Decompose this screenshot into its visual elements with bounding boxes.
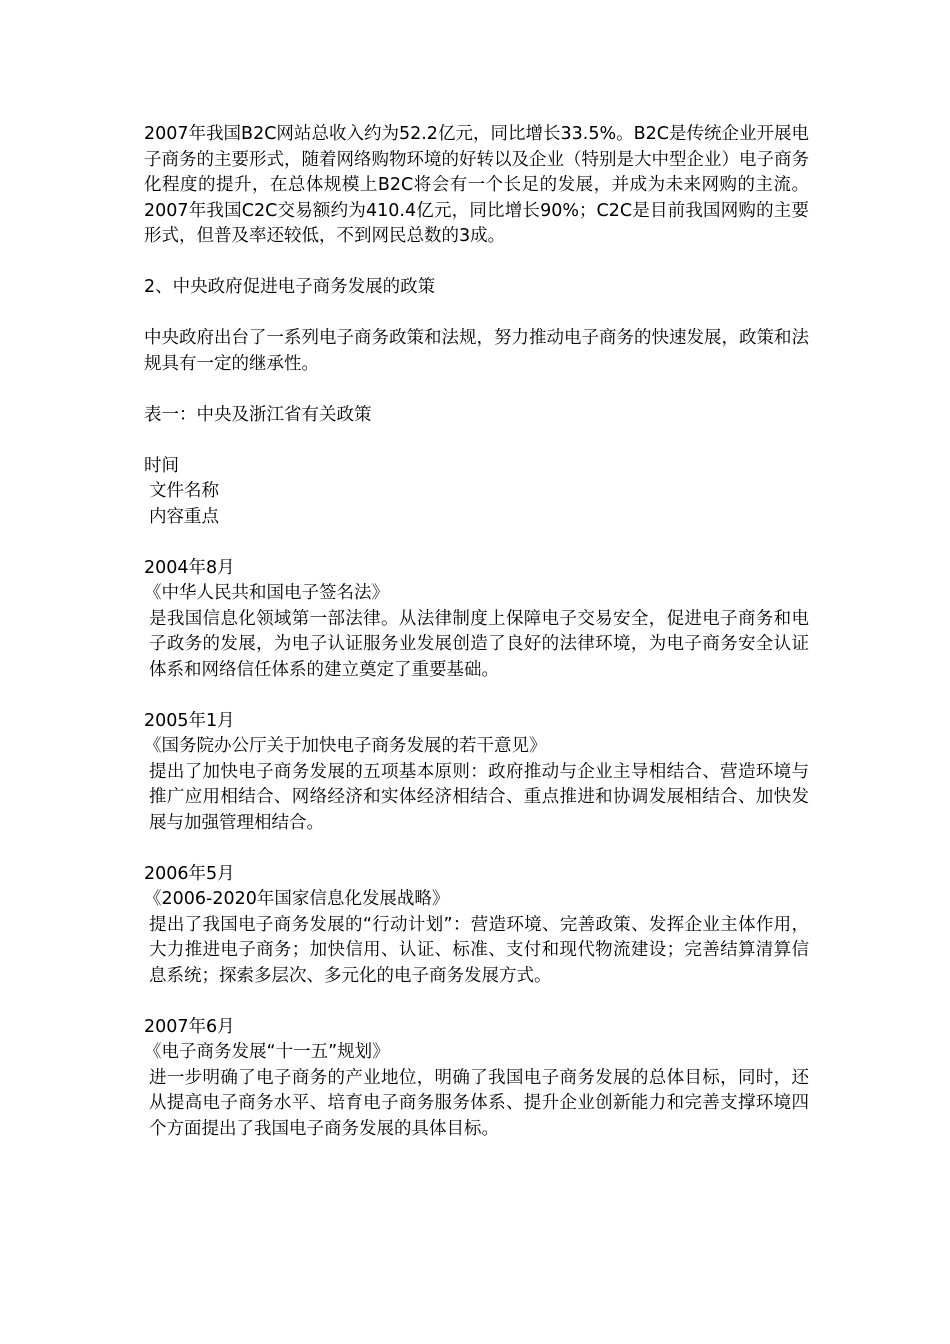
spacer	[144, 301, 809, 327]
table-row	[144, 862, 809, 990]
row-document: 《2006-2020年国家信息化发展战略》	[144, 889, 450, 909]
row-content: 进一步明确了电子商务的产业地位，明确了我国电子商务发展的总体目标，同时，还从提高电子商务水平、培育电子商务服务体系、提升企业创新能力和完善支撑环境四个方面提出了我国电子商务发展的具体目标。	[149, 1067, 809, 1139]
row-time: 2007年6月	[144, 1016, 235, 1037]
spacer	[144, 377, 809, 403]
section-paragraph: 中央政府出台了一系列电子商务政策和法规，努力推动电子商务的快速发展，政策和法规具有一定的继承性。	[144, 328, 809, 374]
row-time: 2006年5月	[144, 863, 235, 884]
row-document: 《中华人民共和国电子签名法》	[144, 583, 389, 603]
header-time: 时间	[144, 455, 179, 476]
spacer	[144, 428, 809, 454]
row-time: 2004年8月	[144, 557, 235, 578]
row-content: 提出了加快电子商务发展的五项基本原则：政府推动与企业主导相结合、营造环境与推广应用相结合、网络经济和实体经济相结合、重点推进和协调发展相结合、加快发展与加强管理相结合。	[149, 761, 809, 833]
header-content: 内容重点	[149, 506, 219, 527]
row-document: 《国务院办公厅关于加快电子商务发展的若干意见》	[144, 736, 547, 756]
spacer	[144, 530, 809, 556]
row-content: 是我国信息化领域第一部法律。从法律制度上保障电子交易安全，促进电子商务和电子政务的发展，为电子认证服务业发展创造了良好的法律环境，为电子商务安全认证体系和网络信任体系的建立奠定了重要基础。	[149, 608, 809, 680]
row-document: 《电子商务发展“十一五”规划》	[144, 1042, 390, 1062]
document-body	[144, 122, 809, 1142]
section-heading: 2、中央政府促进电子商务发展的政策	[144, 277, 436, 297]
intro-paragraph: 2007年我国B2C网站总收入约为52.2亿元，同比增长33.5%。B2C是传统企业开展电子商务的主要形式，随着网络购物环境的好转以及企业（特别是大中型企业）电子商务化程度的提升，在总体规模上B2C将会有一个长足的发展，并成为未来网购的主流。2007年我国C2C交易额约为410.4亿元，同比增长90%；C2C是目前我国网购的主要形式，但普及率还较低，不到网民总数的3成。	[144, 124, 809, 246]
table-row	[144, 1015, 809, 1143]
row-time: 2005年1月	[144, 710, 235, 731]
row-content: 提出了我国电子商务发展的“行动计划”：营造环境、完善政策、发挥企业主体作用，大力推进电子商务；加快信用、认证、标准、支付和现代物流建设；完善结算清算信息系统；探索多层次、多元化的电子商务发展方式。	[149, 914, 809, 986]
table-row	[144, 556, 809, 684]
table-header	[144, 454, 809, 531]
table-caption: 表一：中央及浙江省有关政策	[144, 404, 372, 425]
spacer	[144, 683, 809, 709]
spacer	[144, 989, 809, 1015]
header-document: 文件名称	[149, 481, 219, 501]
spacer	[144, 836, 809, 862]
spacer	[144, 250, 809, 276]
table-row	[144, 709, 809, 837]
